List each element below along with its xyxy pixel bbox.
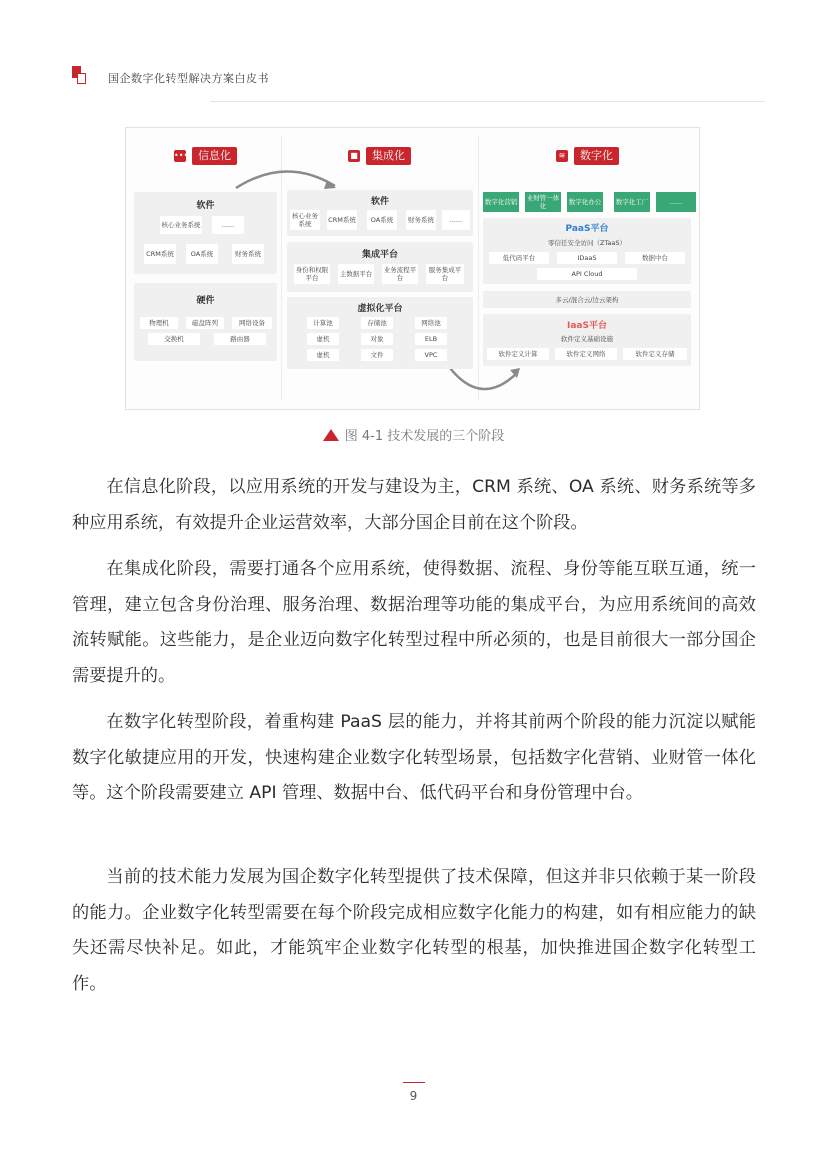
stage-title: 集成化 [366,147,411,165]
system-box: 核心业务系统 [160,216,202,234]
system-box: CRM系统 [327,210,357,230]
figure-caption [0,425,827,444]
paragraph: 在信息化阶段，以应用系统的开发与建设为主，CRM 系统、OA 系统、财务系统等多种应用系统，有效提升企业运营效率，大部分国企目前在这个阶段。 [72,477,756,533]
platform-box: 主数据平台 [338,264,374,284]
hardware-box: 交换机 [148,333,200,345]
system-box: OA系统 [186,244,218,264]
dots-icon: ••• [174,151,189,160]
header-title: 国企数字化转型解决方案白皮书 [108,72,269,85]
system-box: 财务系统 [406,210,436,230]
resource-box: ELB [415,333,447,345]
paas-box: 低代码平台 [489,252,549,264]
column-divider [478,136,479,401]
system-box: OA系统 [367,210,397,230]
resource-box: 网络池 [415,317,447,329]
panel-title: PaaS平台 [565,224,609,234]
paragraph: 当前的技术能力发展为国企数字化转型提供了技术保障，但这并非只依赖于某一阶段的能力。企业数字化转型需要在每个阶段完成相应数字化能力的构建，如有相应能力的缺失还需尽快补足。如此，才能筑牢企业数字化转型的根基，加快推进国企数字化转型工作。 [72,867,756,994]
triangle-icon [323,429,339,441]
resource-box: 存储池 [361,317,393,329]
paragraph: 在集成化阶段，需要打通各个应用系统，使得数据、流程、身份等能互联互通，统一管理，建立包含身份治理、服务治理、数据治理等功能的集成平台，为应用系统间的高效流转赋能。这些能力，是企业迈向数字化转型过程中所必须的，也是目前很大一部分国企需要提升的。 [72,559,756,686]
digital-app-box: ...... [656,192,696,212]
panel-title: 虚拟化平台 [357,304,403,314]
resource-box: 对象 [361,333,393,345]
iaas-box: 软件定义网络 [555,348,617,360]
api-cloud-box: API Cloud [537,268,637,280]
digital-app-box: 数字化办公 [567,192,603,212]
virtualization-platform-panel [287,297,473,369]
system-box: 财务系统 [232,244,264,264]
hardware-panel [134,283,277,361]
paas-box: IDaaS [557,252,617,264]
panel-title: 硬件 [196,296,215,306]
resource-box: 虚机 [307,333,339,345]
software-panel [287,190,473,236]
system-box: ...... [442,210,470,230]
hardware-box: 路由器 [214,333,266,345]
paas-box: 数据中台 [625,252,685,264]
platform-box: 业务流程平台 [383,266,417,282]
stage-header-informatization [174,147,237,165]
resource-box: VPC [415,349,447,361]
cloud-arch-panel [483,291,691,308]
platform-box: 身份和权限平台 [295,266,329,282]
stage-title: 信息化 [192,147,237,165]
ztaas-label: 零信任安全访问（ZTaaS） [548,239,626,247]
paas-panel [483,218,691,284]
hardware-box: 磁盘阵列 [186,317,224,329]
paragraph: 在数字化转型阶段，着重构建 PaaS 层的能力，并将其前两个阶段的能力沉淀以赋能数字化敏捷应用的开发，快速构建企业数字化转型场景，包括数字化营销、业财管一体化等。这个阶段需要建立 API 管理、数据中台、低代码平台和身份管理中台。 [72,712,756,803]
software-panel [134,192,277,274]
panel-title: 软件 [196,201,215,211]
hardware-box: 物理机 [140,317,178,329]
panel-title: 集成平台 [361,250,398,260]
stack-icon: ■ [348,150,360,162]
stage-title: 数字化 [574,147,619,165]
iaas-infra-label: 软件定义基础设施 [561,335,613,343]
digital-app-box: 业财管一体化 [526,194,560,210]
header-rule [210,101,765,102]
digital-app-box: 数字化营销 [483,192,519,212]
platform-box: 服务集成平台 [426,264,464,284]
resource-box: 文件 [361,349,393,361]
iaas-box: 软件定义存储 [623,348,687,360]
header-logo [72,66,86,84]
page-number: 9 [409,1089,418,1103]
iaas-panel [483,314,691,366]
figure-three-stages [125,127,700,410]
stage-header-digitalization [556,147,619,165]
caption-text: 图 4-1 技术发展的三个阶段 [344,429,505,444]
system-box: CRM系统 [144,244,176,264]
resource-box: 计算池 [307,317,339,329]
hardware-box: 网络设备 [232,317,272,329]
integration-platform-panel [287,242,473,292]
layers-icon: ≋ [556,150,568,162]
system-box: ...... [212,216,244,234]
page-number-rule [403,1082,425,1083]
resource-box: 虚机 [307,349,339,361]
digital-app-box: 数字化工厂 [614,192,650,212]
panel-title: IaaS平台 [567,321,607,331]
stage-header-integration [348,147,411,165]
cloud-arch-label: 多云/混合云/边云架构 [555,296,619,304]
system-box: 核心业务系统 [292,212,318,228]
panel-title: 软件 [370,197,389,207]
iaas-box: 软件定义计算 [487,348,549,360]
transition-arrow-1 [231,162,341,192]
